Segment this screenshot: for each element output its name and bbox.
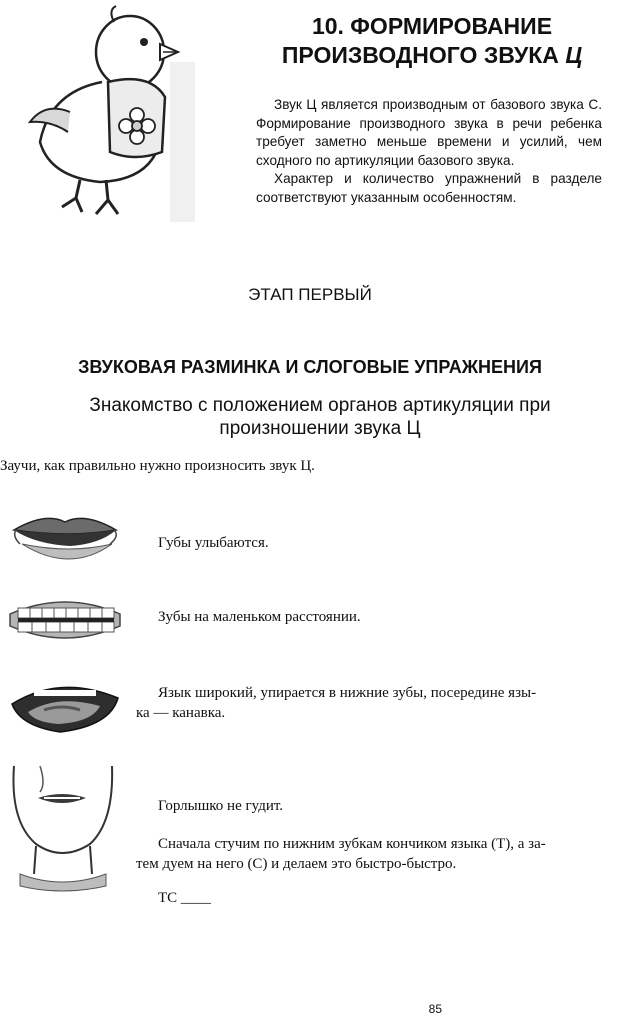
- page-number: 85: [428, 1002, 442, 1016]
- bird-illustration: [10, 2, 200, 232]
- step-tongue-line2: ка — канавка.: [136, 705, 226, 721]
- chapter-title-text: ПРОИЗВОДНОГО ЗВУКА: [281, 42, 566, 68]
- face-illustration: [0, 762, 130, 892]
- section-title: ЗВУКОВАЯ РАЗМИНКА И СЛОГОВЫЕ УПРАЖНЕНИЯ: [78, 357, 542, 377]
- lips-illustration: [0, 508, 130, 578]
- step-practice: ТС ____: [158, 890, 211, 906]
- subsection-line1: Знакомство с положением органов артикуляции при: [89, 395, 551, 416]
- tongue-illustration: [0, 670, 130, 740]
- instruction-text: Заучи, как правильно нужно произносить звук Ц.: [0, 458, 315, 474]
- intro-paragraph-2: Характер и количество упражнений в разделе соответствуют указанным особенностям.: [256, 171, 602, 205]
- step-lips: Губы улыбаются.: [158, 535, 269, 551]
- step-sequence-line1: Сначала стучим по нижним зубкам кончиком языка (Т), а за-: [158, 836, 546, 852]
- step-throat: Горлышко не гудит.: [158, 798, 284, 814]
- chapter-title-sound: Ц: [565, 42, 583, 68]
- teeth-illustration: [0, 590, 130, 650]
- chapter-title-line2: [262, 41, 602, 70]
- subsection-line2: произношении звука Ц: [219, 418, 421, 439]
- step-tongue-line1: Язык широкий, упирается в нижние зубы, посередине язы-: [158, 685, 537, 701]
- step-sequence-line2: тем дуем на него (С) и делаем это быстро-быстро.: [136, 856, 457, 872]
- stage-heading: ЭТАП ПЕРВЫЙ: [248, 285, 372, 304]
- chapter-title: [262, 12, 602, 70]
- intro-paragraph-1: Звук Ц является производным от базового звука С. Формирование производного звука в речи ребенка требует заметно меньше времени и усилий, чем сходного по артикуляции базового звука.: [256, 97, 602, 168]
- step-teeth: Зубы на маленьком расстоянии.: [158, 609, 361, 625]
- chapter-title-line1: 10. ФОРМИРОВАНИЕ: [311, 13, 553, 39]
- intro-text: [256, 96, 602, 207]
- subsection-title: [40, 394, 600, 440]
